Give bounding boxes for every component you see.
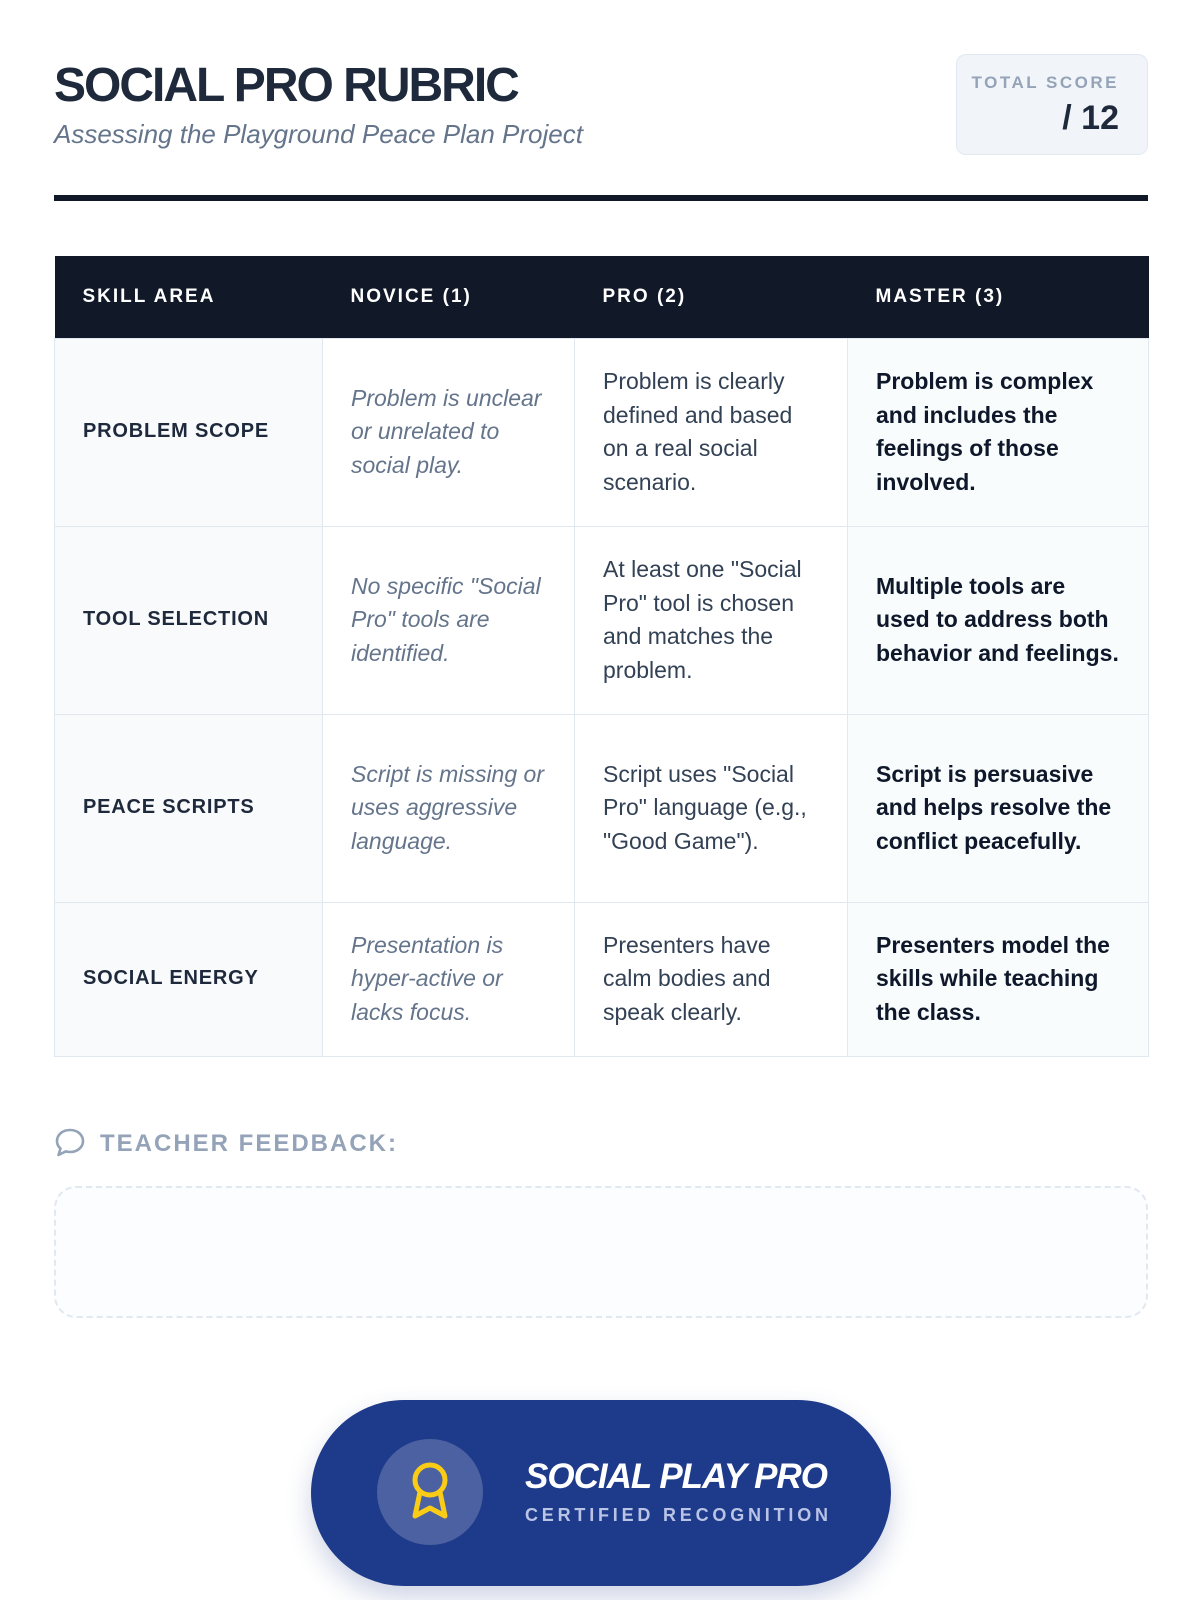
pro-cell: Presenters have calm bodies and speak clearly.: [575, 902, 848, 1056]
novice-cell: Problem is unclear or unrelated to social play.: [323, 338, 575, 526]
table-row: [55, 338, 1149, 526]
column-header-skill-area: SKILL AREA: [55, 256, 323, 338]
pro-cell: Script uses "Social Pro" language (e.g., "Good Game").: [575, 714, 848, 902]
skill-area-cell: TOOL SELECTION: [55, 526, 323, 714]
badge-icon-circle: [377, 1439, 483, 1545]
pro-cell: At least one "Social Pro" tool is chosen and matches the problem.: [575, 526, 848, 714]
master-cell: Problem is complex and includes the feelings of those involved.: [848, 338, 1149, 526]
skill-area-cell: PROBLEM SCOPE: [55, 338, 323, 526]
novice-cell: Script is missing or uses aggressive language.: [323, 714, 575, 902]
pro-cell: Problem is clearly defined and based on a real social scenario.: [575, 338, 848, 526]
total-score-label: TOTAL SCORE: [971, 73, 1119, 92]
page-subtitle: Assessing the Playground Peace Plan Project: [54, 119, 583, 149]
master-cell: Presenters model the skills while teaching the class.: [848, 902, 1149, 1056]
table-row: [55, 902, 1149, 1056]
column-header-novice: NOVICE (1): [323, 256, 575, 338]
badge-subtitle: CERTIFIED RECOGNITION: [525, 1505, 832, 1525]
certification-badge: [311, 1400, 891, 1586]
master-cell: Script is persuasive and helps resolve the conflict peacefully.: [848, 714, 1149, 902]
novice-cell: No specific "Social Pro" tools are identified.: [323, 526, 575, 714]
table-row: [55, 526, 1149, 714]
page-title: SOCIAL PRO RUBRIC: [54, 59, 518, 112]
teacher-feedback-label: TEACHER FEEDBACK:: [100, 1130, 398, 1157]
total-score-box: [956, 54, 1148, 155]
table-row: [55, 714, 1149, 902]
teacher-feedback-field[interactable]: [54, 1186, 1148, 1318]
skill-area-cell: PEACE SCRIPTS: [55, 714, 323, 902]
skill-area-cell: SOCIAL ENERGY: [55, 902, 323, 1056]
master-cell: Multiple tools are used to address both behavior and feelings.: [848, 526, 1149, 714]
speech-bubble-icon: [54, 1126, 86, 1163]
header-divider: [54, 195, 1148, 201]
rubric-table: [54, 256, 1149, 1057]
teacher-feedback-heading: [54, 1126, 398, 1162]
award-ribbon-icon: [403, 1458, 457, 1527]
column-header-pro: PRO (2): [575, 256, 848, 338]
badge-title: SOCIAL PLAY PRO: [525, 1457, 827, 1496]
total-score-value: / 12: [1062, 99, 1119, 137]
column-header-master: MASTER (3): [848, 256, 1149, 338]
table-header-row: [55, 256, 1149, 338]
page-header: [54, 54, 1148, 204]
novice-cell: Presentation is hyper-active or lacks focus.: [323, 902, 575, 1056]
